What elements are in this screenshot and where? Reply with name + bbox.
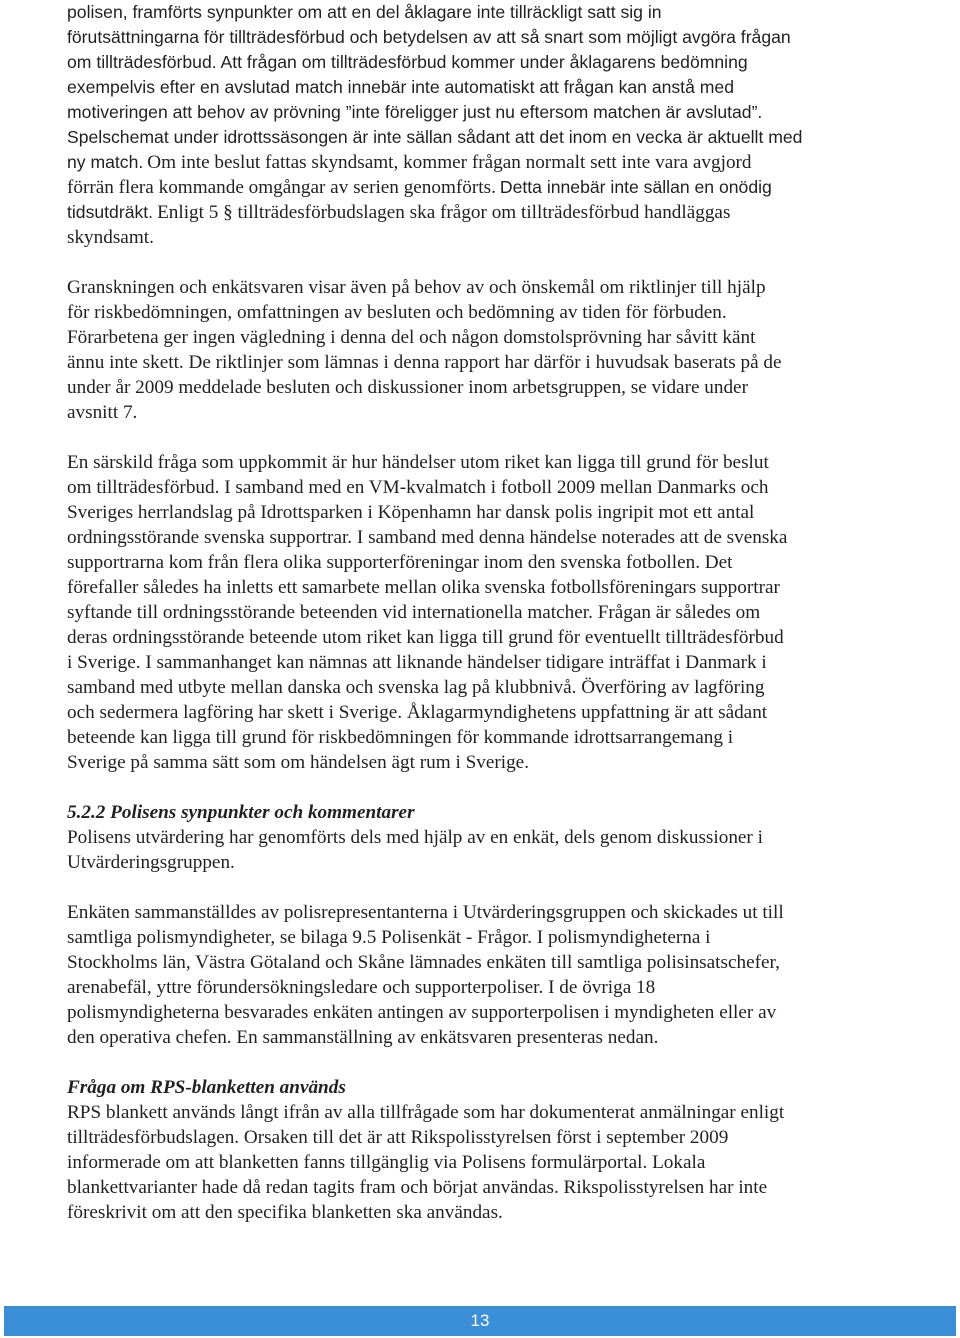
paragraph-3: En särskild fråga som uppkommit är hur händelser utom riket kan ligga till grund för beslut om tillträdesförbud. I samband med en VM-kvalmatch i fotboll 2009 mellan Danmarks och Sveriges herrlandslag på Idrottsparken i Köpenhamn har dansk polis ingripit mot ett antal ordningsstörande svenska supportrar. I samband med denna händelse noterades att de svenska supportrarna kom från flera olika supporterföreningar inom den svenska fotbollen. Det förefaller således ha inletts ett samarbete mellan olika svenska fotbollsföreningars supportrar syftande till ordningsstörande beteenden vid internationella matcher. Frågan är således om deras ordningsstörande beteende utom riket kan ligga till grund för eventuellt tillträdesförbud i Sverige. I sammanhanget kan nämnas att liknande händelser tidigare inträffat i Danmark i samband med utbyte mellan danska och svenska lag på klubbnivå. Överföring av lagföring och sedermera lagföring har skett i Sverige. Åklagarmyndighetens uppfattning är att sådant beteende kan ligga till grund för riskbedömningen för kommande idrottsarrangemang i Sverige på samma sätt som om händelsen ägt rum i Sverige.: [67, 452, 788, 773]
paragraph-1-part-2: Om inte beslut fattas skyndsamt, kommer frågan normalt sett inte vara avgjord förrän flera kommande omgångar av serien genomförts.: [67, 152, 752, 198]
page-number: 13: [470, 1311, 490, 1330]
paragraph-1-part-1: polisen, framförts synpunkter om att en del åklagare inte tillräckligt satt sig in förutsättningarna för tillträdesförbud och betydelsen av att så snart som möjligt avgöra frågan om tillträdesförbud. Att frågan om tillträdesförbud kommer under åklagarens bedömning exempelvis efter en avslutad match innebär inte automatiskt att frågan kan anstå med motiveringen att behov av prövning ”inte föreligger just nu eftersom matchen är avslutad”. Spelschemat under idrottssäsongen är inte sällan sådant att det inom en vecka är aktuellt med ny match.: [67, 2, 803, 172]
paragraph-1: [67, 0, 897, 250]
paragraph-6: RPS blankett används långt ifrån av alla tillfrågade som har dokumenterat anmälningar enligt tillträdesförbudslagen. Orsaken till det är att Rikspolisstyrelsen först i september 2009 informerade om att blanketten fanns tillgänglig via Polisens formulärportal. Lokala blankettvarianter hade då redan tagits fram och börjat användas. Rikspolisstyrelsen har inte föreskrivit om att den specifika blanketten ska användas.: [67, 1102, 785, 1223]
subheading: Fråga om RPS-blanketten används: [67, 1077, 346, 1098]
footer-bar: [4, 1306, 956, 1336]
spacer: [67, 775, 897, 800]
section-heading: 5.2.2 Polisens synpunkter och kommentarer: [67, 802, 415, 823]
spacer: [67, 1050, 897, 1075]
paragraph-4: Polisens utvärdering har genomförts dels med hjälp av en enkät, dels genom diskussioner i Utvärderingsgruppen.: [67, 827, 763, 873]
paragraph-2: Granskningen och enkätsvaren visar även på behov av och önskemål om riktlinjer till hjälp för riskbedömningen, omfattningen av besluten och bedömning av tiden för förbuden. Förarbetena ger ingen vägledning i denna del och någon domstolsprövning har såvitt känt ännu inte skett. De riktlinjer som lämnas i denna rapport har därför i huvudsak baserats på de under år 2009 meddelade besluten och diskussioner inom arbetsgruppen, se vidare under avsnitt 7.: [67, 277, 782, 423]
spacer: [67, 425, 897, 450]
paragraph-1-part-3: Detta innebär inte sällan en onödig tidsutdräkt.: [67, 177, 772, 222]
document-page: [67, 0, 897, 1225]
spacer: [67, 875, 897, 900]
spacer: [67, 250, 897, 275]
paragraph-1-part-4: Enligt 5 § tillträdesförbudslagen ska frågor om tillträdesförbud handläggas skyndsamt.: [67, 202, 731, 248]
paragraph-5: Enkäten sammanställdes av polisrepresentanterna i Utvärderingsgruppen och skickades ut till samtliga polismyndigheter, se bilaga 9.5 Polisenkät - Frågor. I polismyndigheterna i Stockholms län, Västra Götaland och Skåne lämnades enkäten till samtliga polisinsatschefer, arenabefäl, yttre förundersökningsledare och supporterpoliser. I de övriga 18 polismyndigheterna besvarades enkäten antingen av supporterpolisen i myndigheten eller av den operativa chefen. En sammanställning av enkätsvaren presenteras nedan.: [67, 902, 784, 1048]
